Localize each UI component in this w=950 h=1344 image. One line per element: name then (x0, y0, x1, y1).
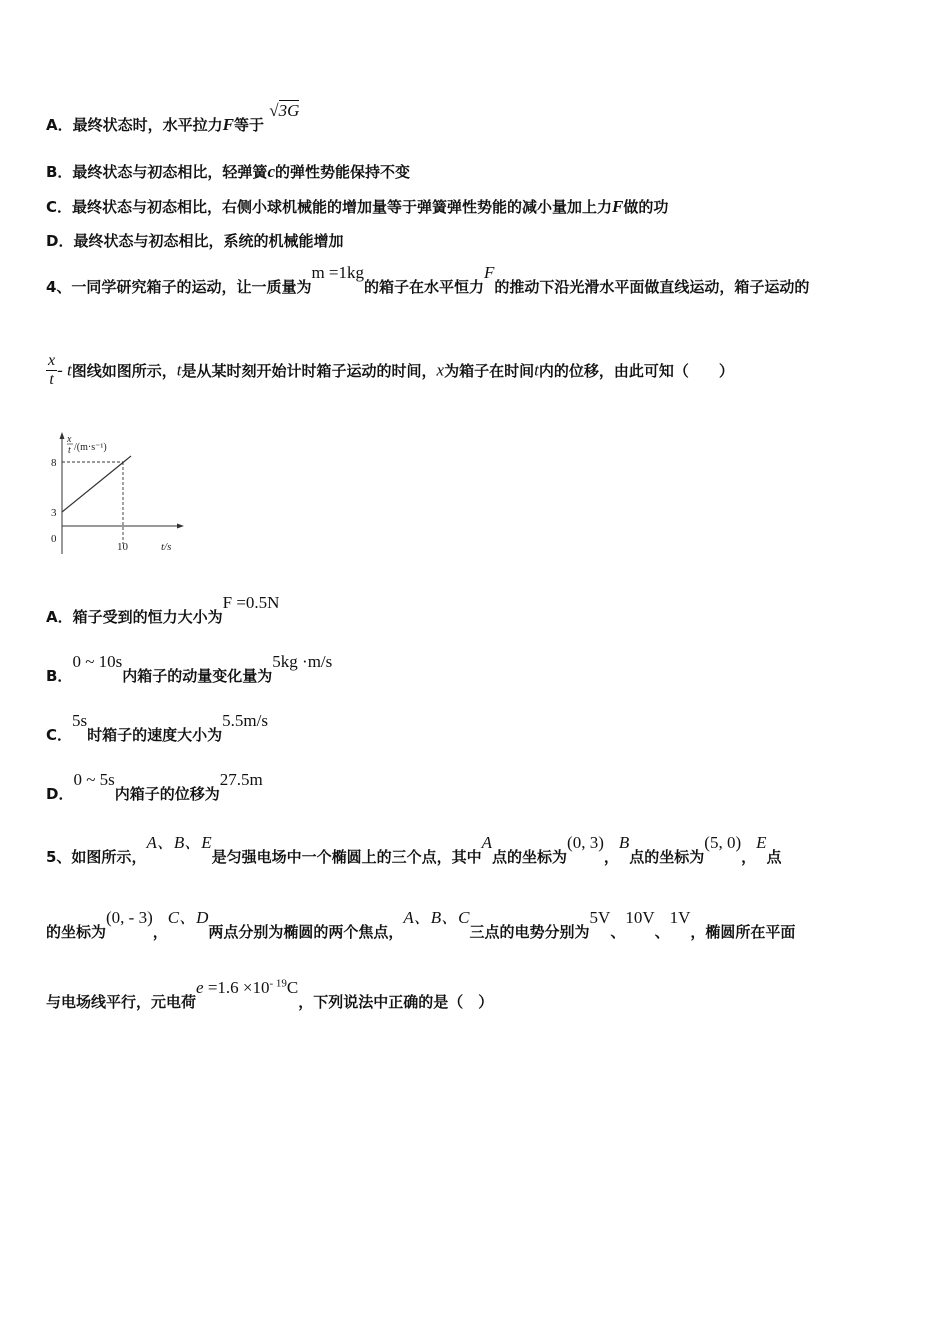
text-span: 1V (669, 908, 691, 927)
text-span: B．最终状态与初态相比，轻弹簧 (46, 163, 268, 181)
text-span: A、B、C (403, 908, 470, 927)
text-span: F (222, 115, 234, 134)
q4-option-d (46, 770, 263, 804)
text-span: t (534, 360, 539, 380)
text-span: D． (46, 785, 74, 803)
text-span: 的推动下沿光滑水平面做直线运动，箱子运动的 (494, 278, 810, 296)
text-span: ， (603, 848, 619, 866)
text-span: x (48, 352, 56, 369)
text-span: ，下列说法中正确的是（ ） (298, 993, 494, 1011)
text-span: C、D (167, 908, 209, 927)
text-span: ， (741, 848, 757, 866)
q5-stem-line2 (46, 908, 796, 942)
x-over-t-graph (40, 428, 190, 563)
text-span: B． (46, 667, 73, 685)
text-span: =1.6 ×10 (203, 978, 270, 997)
x-axis-arrow (177, 524, 184, 529)
text-span: 的弹性势能保持不变 (274, 163, 410, 181)
data-line (62, 456, 131, 512)
text-span: 时箱子的速度大小为 (87, 726, 223, 744)
y-label-denominator: t (68, 445, 71, 456)
text-span: 与电场线平行，元电荷 (46, 993, 197, 1011)
text-span: A (481, 833, 493, 852)
q3-option-b (46, 161, 410, 182)
q4-stem-line2 (46, 352, 734, 389)
text-span: 3G (278, 101, 300, 120)
sqrt-3g-expression: √3G (269, 101, 300, 120)
y-axis-arrow (60, 432, 65, 439)
text-span: ， (152, 923, 168, 941)
text-span: 点的坐标为 (629, 848, 705, 866)
text-span: 内箱子的动量变化量为 (122, 667, 273, 685)
text-span: C． (46, 726, 73, 744)
text-span: 的箱子在水平恒力 (364, 278, 485, 296)
text-span: 图线如图所示， (71, 362, 177, 380)
text-span: 5V (589, 908, 611, 927)
q3-option-a (46, 101, 300, 135)
origin-label: 0 (51, 533, 57, 545)
text-span: D．最终状态与初态相比，系统的机械能增加 (46, 232, 344, 250)
text-span: F =0.5N (222, 593, 280, 612)
text-span: 27.5m (219, 770, 263, 789)
y-label-numerator: x (67, 434, 72, 445)
text-span: C (286, 978, 299, 997)
text-span: A、B、E (146, 833, 212, 852)
q4-option-c (46, 711, 268, 745)
x-over-t-fraction (46, 352, 57, 389)
text-span: 5s (72, 711, 88, 730)
text-span: e (196, 978, 204, 997)
exponent: - 19 (269, 977, 287, 990)
text-span: (0, 3) (567, 833, 604, 852)
text-span: 为箱子在时间 (444, 362, 535, 380)
text-span: 0 ~ 10s (72, 652, 123, 671)
text-span: 等于 (233, 116, 264, 134)
text-span: c (267, 162, 275, 181)
text-span: 10V (625, 908, 655, 927)
x-tick-10: 10 (117, 541, 128, 553)
text-span: 是匀强电场中一个椭圆上的三个点，其中 (211, 848, 482, 866)
q4-option-a (46, 593, 280, 627)
text-span: - t (57, 360, 72, 380)
y-tick-8: 8 (51, 457, 57, 469)
text-span: 做的功 (623, 198, 669, 216)
text-span: 4、一同学研究箱子的运动，让一质量为 (46, 278, 312, 296)
text-span: 5kg ·m/s (272, 652, 333, 671)
q5-stem-line1 (46, 833, 782, 867)
text-span: 、 (610, 923, 626, 941)
text-span: ，椭圆所在平面 (690, 923, 796, 941)
text-span: B (618, 833, 630, 852)
text-span: C．最终状态与初态相比，右侧小球机械能的增加量等于弹簧弹性势能的减小量加上力 (46, 198, 613, 216)
x-axis-label: t/s (161, 541, 172, 553)
q4-stem-line1 (46, 263, 810, 297)
text-span: 点的坐标为 (492, 848, 568, 866)
text-span: 5、如图所示， (46, 848, 147, 866)
text-span: F (484, 263, 495, 282)
text-span: (0, - 3) (106, 908, 153, 927)
text-span: 三点的电势分别为 (469, 923, 590, 941)
q4-option-b (46, 652, 333, 686)
q3-option-c (46, 196, 668, 217)
elementary-charge-expression (196, 978, 298, 997)
text-span: 5.5m/s (222, 711, 268, 730)
text-span: t (176, 360, 182, 380)
text-span: A．最终状态时，水平拉力 (46, 116, 223, 134)
q3-option-d (46, 230, 343, 251)
text-span: t (49, 371, 54, 388)
text-span: A．箱子受到的恒力大小为 (46, 608, 223, 626)
text-span: 两点分别为椭圆的两个焦点， (208, 923, 404, 941)
text-span: 是从某时刻开始计时箱子运动的时间， (181, 362, 437, 380)
text-span: 的坐标为 (46, 923, 107, 941)
text-span: (5, 0) (704, 833, 742, 852)
text-span: 、 (654, 923, 670, 941)
text-span: E (756, 833, 767, 852)
text-span: x (436, 360, 445, 380)
mass-expression: m =1kg (311, 263, 365, 282)
y-label-unit: /(m·s⁻¹) (74, 442, 107, 453)
text-span: 点 (766, 848, 782, 866)
text-span: 内箱子的位移为 (114, 785, 220, 803)
text-span: F (612, 197, 624, 216)
y-tick-3: 3 (51, 507, 57, 519)
text-span: 0 ~ 5s (73, 770, 115, 789)
text-span: 内的位移，由此可知（ ） (538, 362, 734, 380)
